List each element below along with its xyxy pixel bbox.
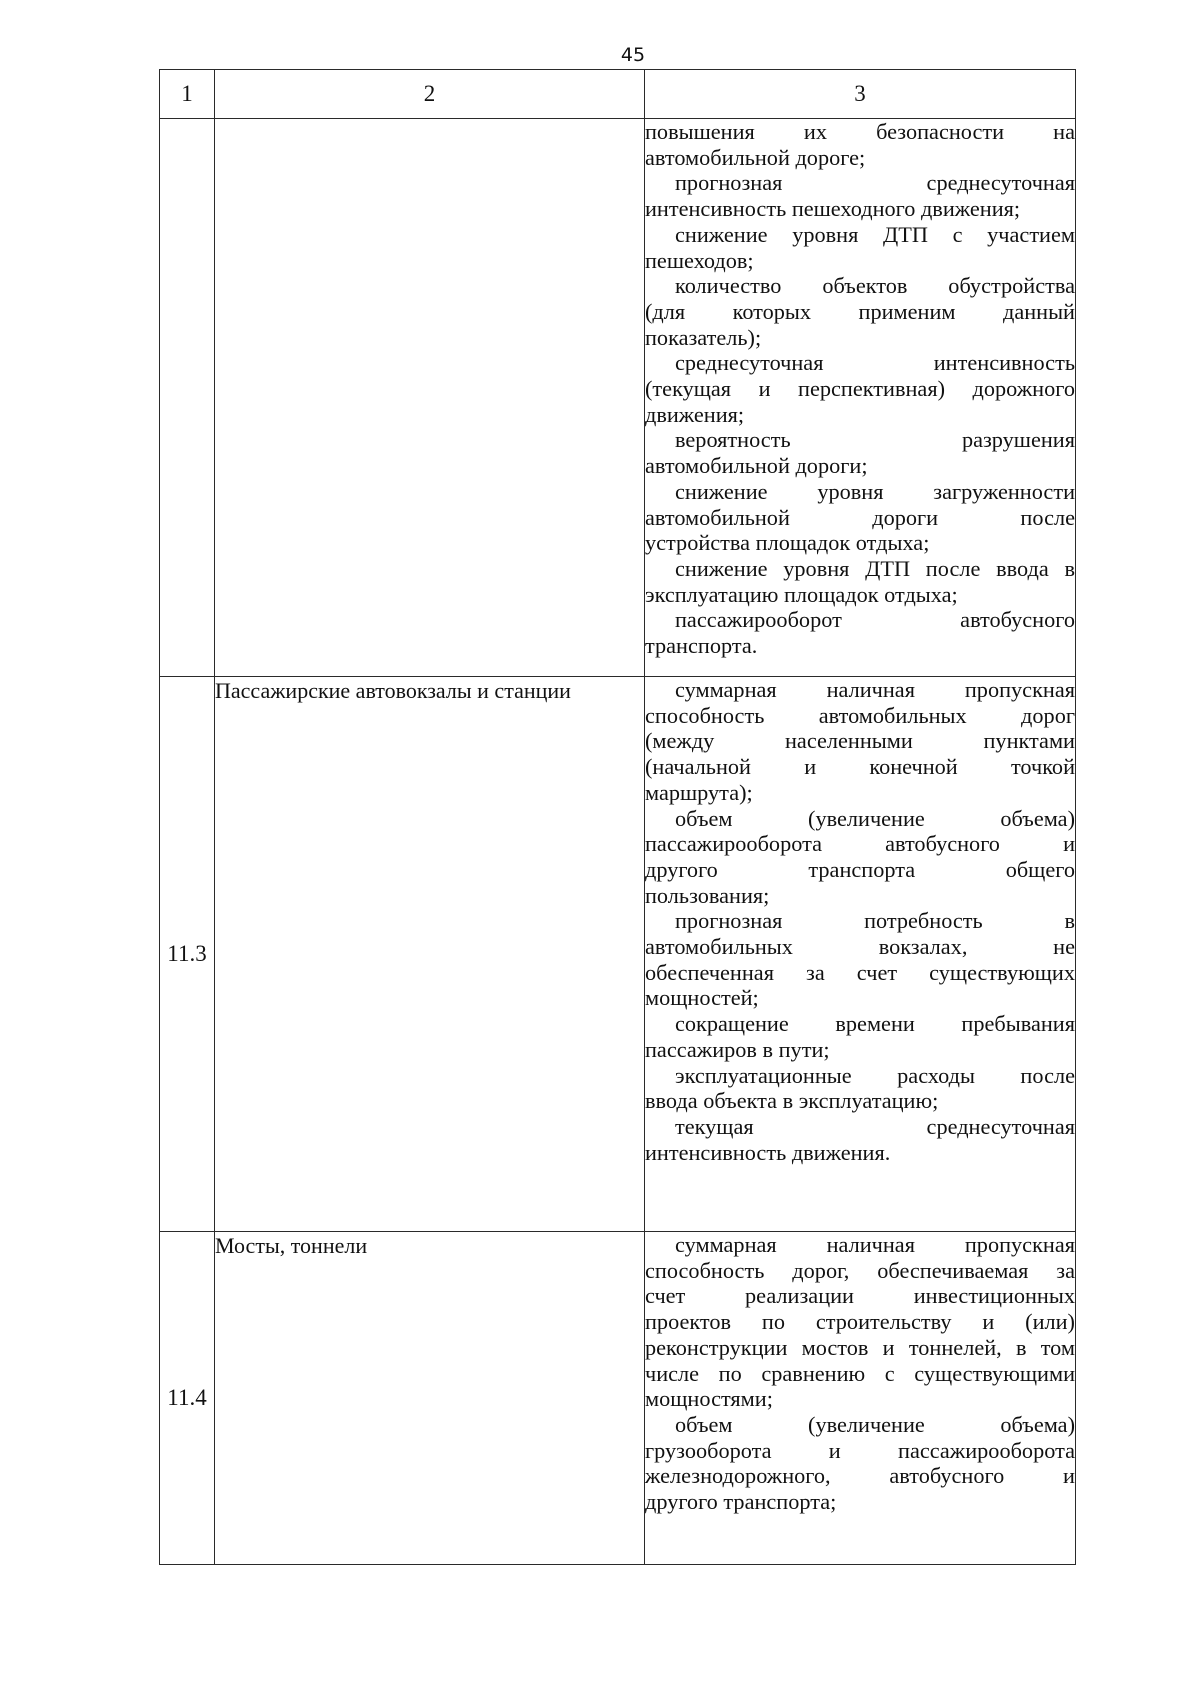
indicator-line: (между населенными пунктами [645,728,1075,754]
indicator-line: грузооборота и пассажирооборота [645,1437,1075,1463]
indicator-line: другого транспорта общего [645,856,1075,882]
row-number: 11.4 [160,1232,215,1565]
indicator-line: суммарная наличная пропускная [675,1232,1075,1257]
indicator-line: показатель); [645,324,762,350]
indicators-cell [645,119,1076,677]
indicator-line: мощностями; [645,1386,773,1412]
indicator-line: пользования; [645,882,770,908]
indicator-line: маршрута); [645,779,753,805]
table-row [160,677,1076,1232]
object-name: Мосты, тоннели [215,1232,645,1565]
indicator-line: автомобильных вокзалах, не [645,934,1075,960]
indicator-line: сокращение времени пребывания [675,1011,1075,1037]
indicator-line: эксплуатационные расходы после [675,1062,1075,1088]
header-cell-3: 3 [645,70,1076,119]
indicator-line: проектов по строительству и (или) [645,1309,1075,1335]
indicator-line: счет реализации инвестиционных [645,1283,1075,1309]
indicator-line: снижение уровня загруженности [675,478,1075,504]
indicator-line: пассажирооборот автобусного [675,607,1075,633]
header-cell-1: 1 [160,70,215,119]
indicator-line: (начальной и конечной точкой [645,754,1075,780]
indicator-line: ввода объекта в эксплуатацию; [645,1088,939,1114]
indicator-line: автомобильной дороги; [645,453,868,479]
indicator-line: мощностей; [645,985,759,1011]
indicator-line: способность автомобильных дорог [645,702,1075,728]
indicator-line: объем (увеличение объема) [675,805,1075,831]
page-number: 45 [620,44,646,66]
indicator-line: среднесуточная интенсивность [675,350,1075,376]
indicator-line: пешеходов; [645,247,754,273]
indicators-cell [645,1232,1076,1565]
indicator-line: суммарная наличная пропускная [675,677,1075,702]
indicator-line: текущая среднесуточная [675,1113,1075,1139]
indicator-line: числе по сравнению с существующими [645,1360,1075,1386]
indicator-line: обеспеченная за счет существующих [645,959,1075,985]
header-cell-2: 2 [215,70,645,119]
indicator-line: повышения их безопасности на [645,119,1075,144]
indicator-line: железнодорожного, автобусного и [645,1463,1075,1489]
indicators-cell [645,677,1076,1232]
indicator-line: прогнозная среднесуточная [675,170,1075,196]
indicator-line: (текущая и перспективная) дорожного [645,376,1075,402]
table-row [160,119,1076,677]
indicator-line: объем (увеличение объема) [675,1411,1075,1437]
indicator-line: пассажиров в пути; [645,1036,830,1062]
table-row [160,1232,1076,1565]
indicator-line: интенсивность пешеходного движения; [645,196,1021,222]
indicator-line: способность дорог, обеспечиваемая за [645,1257,1075,1283]
indicator-line: транспорта. [645,633,758,659]
indicator-line: вероятность разрушения [675,427,1075,453]
indicator-line: устройства площадок отдыха; [645,530,930,556]
indicator-line: автомобильной дороге; [645,144,866,170]
table-header-row [160,70,1076,119]
indicator-line: снижение уровня ДТП с участием [675,221,1075,247]
indicators-table [159,69,1076,1565]
indicator-line: реконструкции мостов и тоннелей, в том [645,1334,1075,1360]
object-name: Пассажирские автовокзалы и станции [215,677,645,1232]
indicator-line: автомобильной дороги после [645,504,1075,530]
indicator-line: другого транспорта; [645,1489,837,1515]
object-name [215,119,645,677]
indicator-line: интенсивность движения. [645,1139,891,1165]
indicator-line: количество объектов обустройства [675,273,1075,299]
row-number: 11.3 [160,677,215,1232]
indicator-line: (для которых применим данный [645,298,1075,324]
indicator-line: эксплуатацию площадок отдыха; [645,581,958,607]
row-number [160,119,215,677]
indicator-line: движения; [645,401,745,427]
indicator-line: прогнозная потребность в [675,908,1075,934]
indicator-line: снижение уровня ДТП после ввода в [675,555,1075,581]
indicator-line: пассажирооборота автобусного и [645,831,1075,857]
